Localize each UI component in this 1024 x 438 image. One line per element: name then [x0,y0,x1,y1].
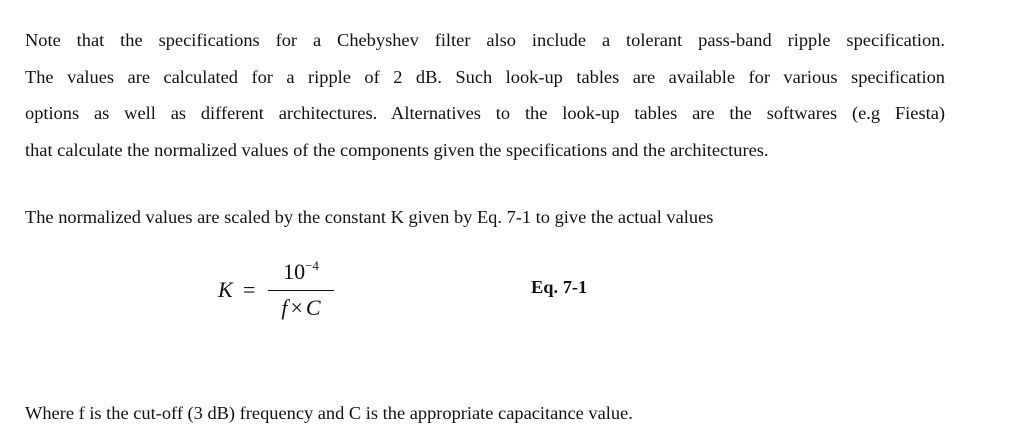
numerator-exponent: −4 [305,258,319,273]
paragraph-line: that calculate the normalized values of the components given the specifications and the architectures. [25,139,769,160]
equation-k [218,256,338,326]
paragraph-line: The values are calculated for a ripple of 2 dB. Such look-up tables are available for various specification [25,66,945,87]
denominator-f: f [281,295,288,320]
equation-lhs: K [218,277,233,302]
equation-equals-sign: = [243,277,256,302]
equation-denominator [268,295,334,321]
paragraph-definitions: Where f is the cut-off (3 dB) frequency and C is the appropriate capacitance value. [25,403,633,423]
denominator-c: C [305,295,321,320]
denominator-times: × [290,295,303,320]
paragraph-chebyshev-specs [25,22,945,168]
equation-fraction [268,256,334,326]
paragraph-line: options as well as different architectures. Alternatives to the look-up tables are the softwares (e.g Fiesta) [25,103,945,123]
equation-numerator [268,258,334,285]
numerator-base: 10 [283,259,306,284]
paragraph-scaling: The normalized values are scaled by the constant K given by Eq. 7-1 to give the actual values [25,207,714,227]
fraction-bar [268,290,334,291]
paragraph-line: Note that the specifications for a Chebyshev filter also include a tolerant pass-band ripple specification. [25,30,945,50]
equation-number-label: Eq. 7-1 [531,277,588,297]
